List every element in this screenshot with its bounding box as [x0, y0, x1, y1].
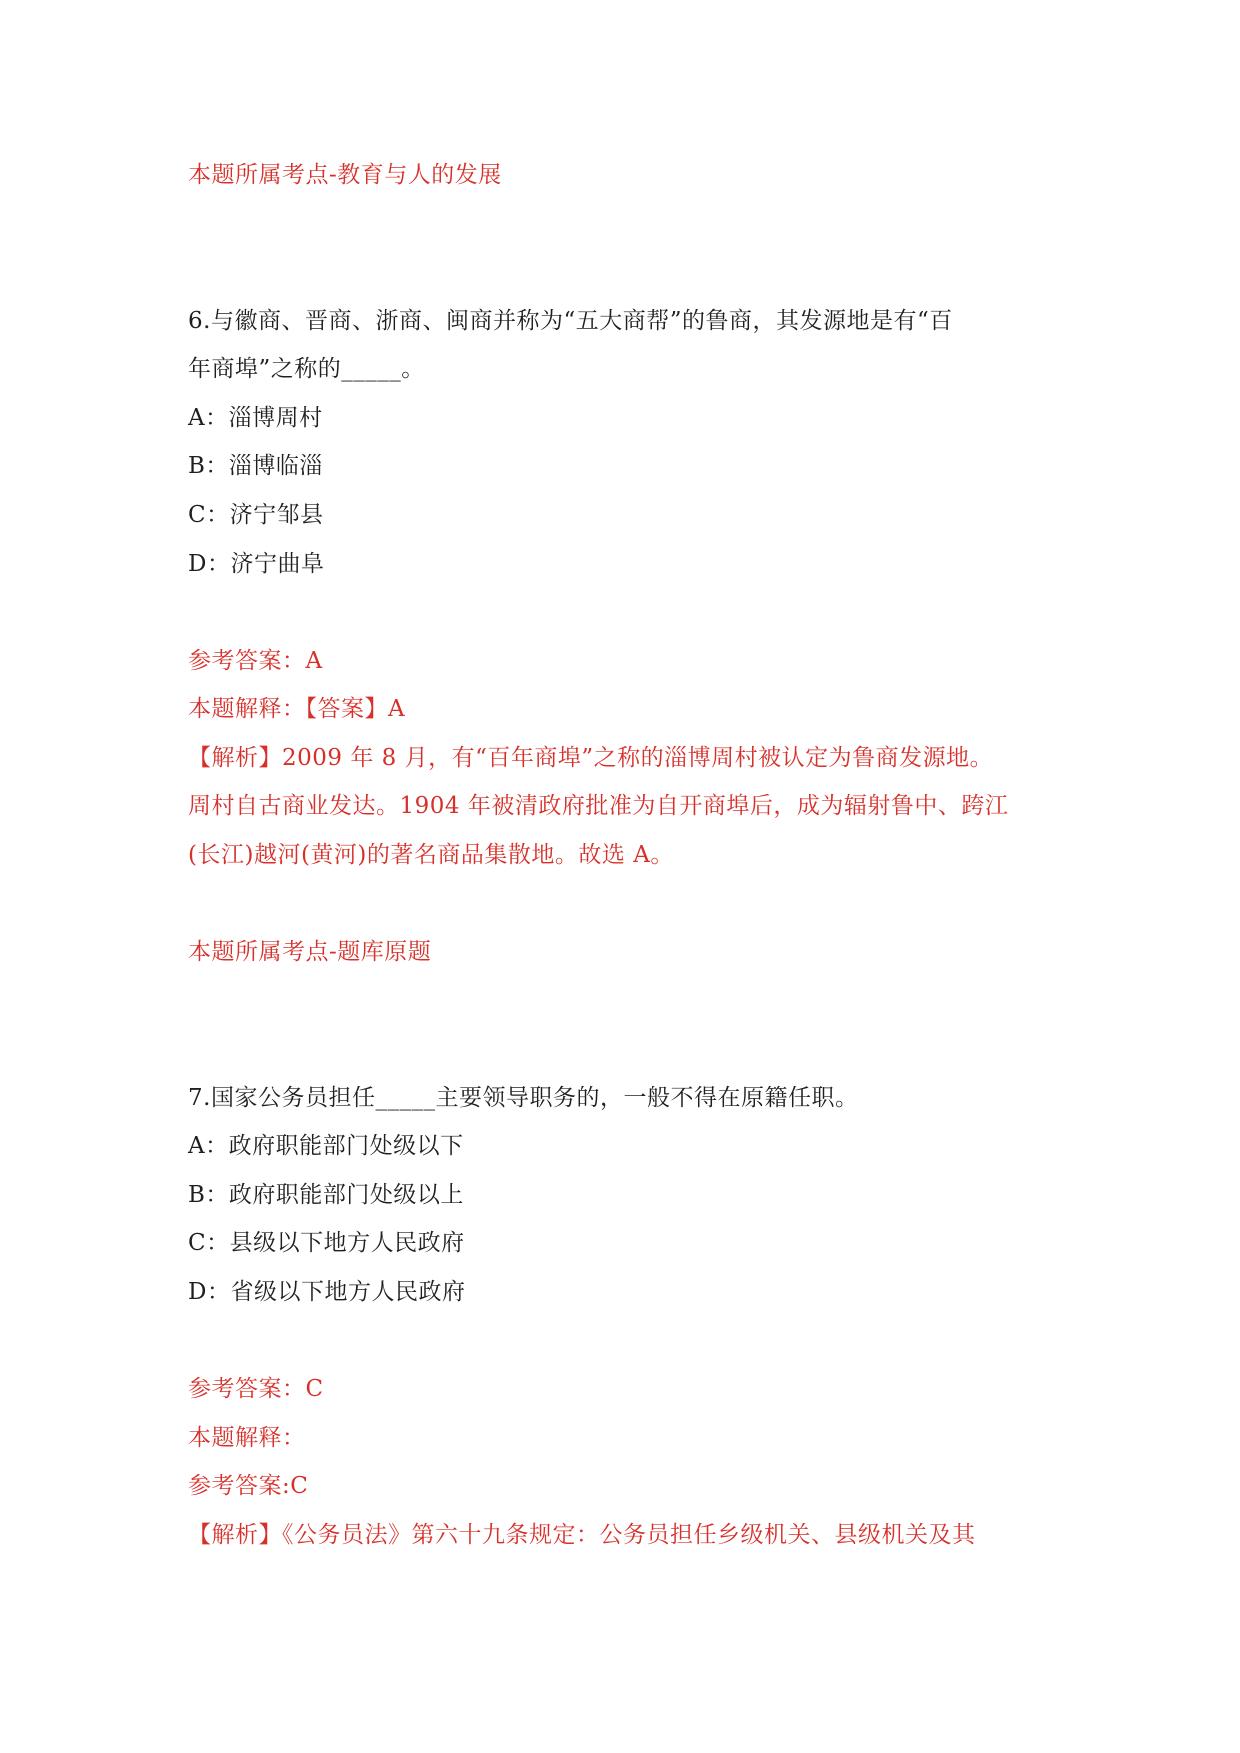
q7-option-d: D：省级以下地方人民政府 [188, 1279, 466, 1305]
q6-stem-line-2: 年商埠”之称的_____。 [188, 356, 425, 382]
q6-topic-line: 本题所属考点-题库原题 [188, 939, 432, 965]
q6-option-b: B：淄博临淄 [188, 453, 323, 479]
topic-line-top: 本题所属考点-教育与人的发展 [188, 162, 502, 188]
q7-option-a: A：政府职能部门处级以下 [188, 1133, 464, 1159]
q6-stem-line-1: 6.与徽商、晋商、浙商、闽商并称为“五大商帮”的鲁商，其发源地是有“百 [188, 308, 953, 334]
q6-explanation-title: 本题解释：【答案】A [188, 696, 406, 722]
q6-reference-answer: 参考答案：A [188, 648, 323, 674]
q7-stem-line-1: 7.国家公务员担任_____主要领导职务的，一般不得在原籍任职。 [188, 1085, 859, 1111]
q6-analysis-line-3: (长江)越河(黄河)的著名商品集散地。故选 A。 [188, 842, 674, 868]
q6-analysis-line-1: 【解析】2009 年 8 月，有“百年商埠”之称的淄博周村被认定为鲁商发源地。 [188, 745, 994, 771]
q7-option-b: B：政府职能部门处级以上 [188, 1182, 464, 1208]
q7-option-c: C：县级以下地方人民政府 [188, 1230, 465, 1256]
q6-option-d: D：济宁曲阜 [188, 551, 325, 577]
q7-analysis-line-1: 【解析】《公务员法》第六十九条规定：公务员担任乡级机关、县级机关及其 [188, 1522, 976, 1548]
q7-answer-repeat: 参考答案:C [188, 1473, 309, 1499]
q7-reference-answer: 参考答案：C [188, 1376, 324, 1402]
q6-analysis-line-2: 周村自古商业发达。1904 年被清政府批准为自开商埠后，成为辐射鲁中、跨江 [188, 793, 1009, 819]
q7-explanation-title: 本题解释： [188, 1425, 306, 1451]
q6-option-c: C：济宁邹县 [188, 502, 324, 528]
q6-option-a: A：淄博周村 [188, 405, 323, 431]
